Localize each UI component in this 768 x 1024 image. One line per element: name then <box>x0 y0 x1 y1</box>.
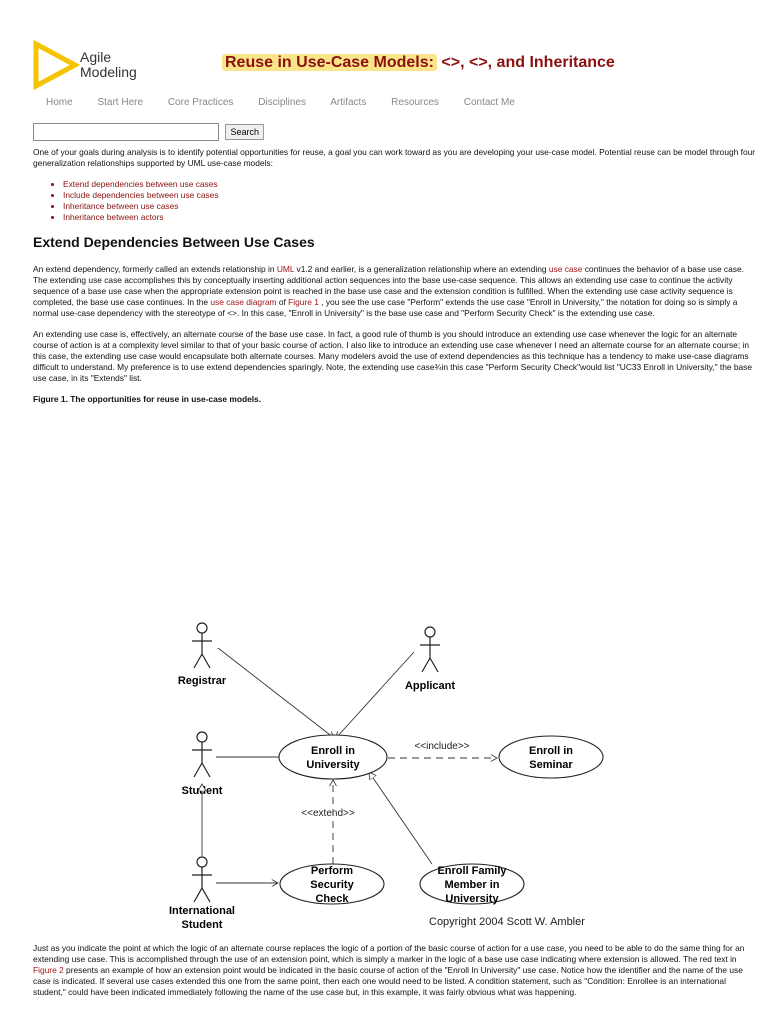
actor-international-student-figure <box>192 857 212 902</box>
figure-caption: Figure 1. The opportunities for reuse in use-case models. <box>33 394 262 404</box>
page-title <box>222 50 615 76</box>
text-run: v1.2 and earlier, is a generalization relationship where an extending <box>294 264 549 274</box>
page-title-highlight: Reuse in Use-Case Models: <box>222 54 437 71</box>
nav-start-here[interactable]: Start Here <box>97 97 144 108</box>
toc-item-extend[interactable]: • Extend dependencies between use cases <box>63 179 758 190</box>
copyright-label: Copyright 2004 Scott W. Ambler <box>429 916 585 928</box>
intro-paragraph: One of your goals during analysis is to identify potential opportunities for reuse, a goal you can work toward as you are developing your use-case model. Potential reuse can be model through four generalization relationships supported by UML use-case models: <box>33 147 756 168</box>
use-case-family-line-3: University <box>445 893 499 905</box>
use-case-perform-security-check[interactable] <box>280 864 384 905</box>
family-inherits-enroll-line <box>369 772 432 864</box>
section-paragraph-2: An extending use case is, effectively, an alternate course of the base use case. In fact, a good rule of thumb is you should introduce an extending use case whenever the logic for an alternate course of action is at a complexity level similar to that of your basic course of action. I also like to introduce an extending use case whenever I need an alternate course for an alternate course; in this case, the extending use case would encapsulate both alternate courses. Many modelers avoid the use of extend dependencies as this technique has a tendency to make use-case diagrams difficult to understand. My preference is to use extend dependencies sparingly. Note, the extending use case¾in this case "Perform Security Check"would list "UC33 Enroll in University," the base use case, in its "Extends" list. <box>33 329 753 383</box>
toc-item-inherit-use-cases[interactable]: • Inheritance between use cases <box>63 201 758 212</box>
use-case-diagram <box>150 612 620 937</box>
actor-intl-label-2: Student <box>181 919 223 931</box>
logo-text <box>80 50 137 80</box>
nav-home[interactable]: Home <box>46 97 73 108</box>
use-case-enroll-seminar-line-2: Seminar <box>529 759 573 771</box>
use-case-security-line-2: Security <box>310 879 354 891</box>
logo-triangle-icon <box>36 44 75 86</box>
logo-line-1: Agile <box>80 49 112 65</box>
nav-core-practices[interactable]: Core Practices <box>167 97 234 108</box>
bottom-paragraph <box>33 943 758 998</box>
applicant-to-enroll-line <box>336 652 414 738</box>
use-case-enroll-seminar-line-1: Enroll in <box>529 745 573 757</box>
section-heading: Extend Dependencies Between Use Cases <box>33 234 315 250</box>
registrar-to-enroll-line <box>218 648 334 738</box>
text-run: continues the behavior of a base use case. The extending use case accomplishes this by conceptually inserting additional action sequences into the base use-case sequence. This allows an extending use case to continue the activity sequence of a base use case when the appropriate extension point is reached in the base use case and the extension condition is fulfilled. When the extending use case activity sequence is completed, the base use case continues. In the <box>33 264 744 307</box>
main-content <box>33 147 758 415</box>
nav-disciplines[interactable]: Disciplines <box>258 97 306 108</box>
actor-intl-label-1: International <box>168 905 236 917</box>
use-case-security-line-3: Check <box>315 893 349 905</box>
text-run: of <box>276 297 289 307</box>
logo-line-2: Modeling <box>80 64 137 80</box>
use-case-enroll-university-line-1: Enroll in <box>311 745 355 757</box>
use-case-enroll-family-member[interactable] <box>420 864 524 905</box>
top-nav <box>46 97 537 108</box>
figure-2-link[interactable]: Figure 2 <box>33 965 64 975</box>
text-run: Just as you indicate the point at which the logic of an alternate course replaces the logic of a portion of the basic course of action for a use case, you need to be able to do the same thing for an extending use case. This is accomplished through the use of an extension point, which is simply a marker in the logic of a base use case indicating where extension is allowed. The red text in <box>33 943 745 964</box>
toc-item-include[interactable]: • Include dependencies between use cases <box>63 190 758 201</box>
nav-contact-me[interactable]: Contact Me <box>463 97 515 108</box>
search-button[interactable]: Search <box>225 124 264 140</box>
text-run: An extend dependency, formerly called an extends relationship in <box>33 264 277 274</box>
extend-stereotype-label: <<extend>> <box>301 808 355 819</box>
use-case-security-line-1: Perform <box>310 865 354 877</box>
actor-applicant-figure <box>420 627 440 672</box>
use-case-enroll-seminar[interactable] <box>499 736 603 778</box>
text-run: , you see the use case "Perform" extends the use case "Enroll in University," the notation for doing so is simply a normal use-case dependency with the stereotype of <>. In this case, "Enroll in University" is the base use case and "Perform Security Check" is the extending use case. <box>33 297 738 318</box>
actor-registrar-figure <box>192 623 212 668</box>
use-case-family-line-1: Enroll Family <box>437 865 507 877</box>
section-paragraph-1 <box>33 264 758 319</box>
toc-item-inherit-actors[interactable]: • Inheritance between actors <box>63 212 758 223</box>
use-case-enroll-university-line-2: University <box>306 759 360 771</box>
actor-student-figure <box>192 732 212 777</box>
use-case-family-line-2: Member in <box>444 879 500 891</box>
include-stereotype-label: <<include>> <box>414 741 470 752</box>
toc-list <box>33 179 758 223</box>
text-run: presents an example of how an extension point would be indicated in the basic course of action of the "Enroll In University" use case. Notice how the identifier and the name of the use case is indicated. If several use cases extended this one from the same point, then each one would need to be listed. A condition statement, such as "Condition: Enrollee is an international student," could have been indicated immediately following the name of the use case but, in this example, it was fairly obvious what was happening. <box>33 965 743 997</box>
nav-artifacts[interactable]: Artifacts <box>330 97 367 108</box>
actor-registrar-label: Registrar <box>177 675 227 687</box>
page-title-rest: <>, <>, and Inheritance <box>436 54 615 71</box>
search-bar <box>33 122 264 141</box>
uml-link[interactable]: UML <box>276 264 295 274</box>
use-case-enroll-university[interactable] <box>279 735 387 779</box>
actor-student-label: Student <box>181 785 223 797</box>
nav-resources[interactable]: Resources <box>391 97 439 108</box>
use-case-diagram-link[interactable]: use case diagram <box>210 297 277 307</box>
figure-1-link[interactable]: Figure 1 <box>288 297 319 307</box>
actor-applicant-label: Applicant <box>404 680 456 692</box>
search-input[interactable] <box>33 123 219 141</box>
use-case-link[interactable]: use case <box>548 264 583 274</box>
